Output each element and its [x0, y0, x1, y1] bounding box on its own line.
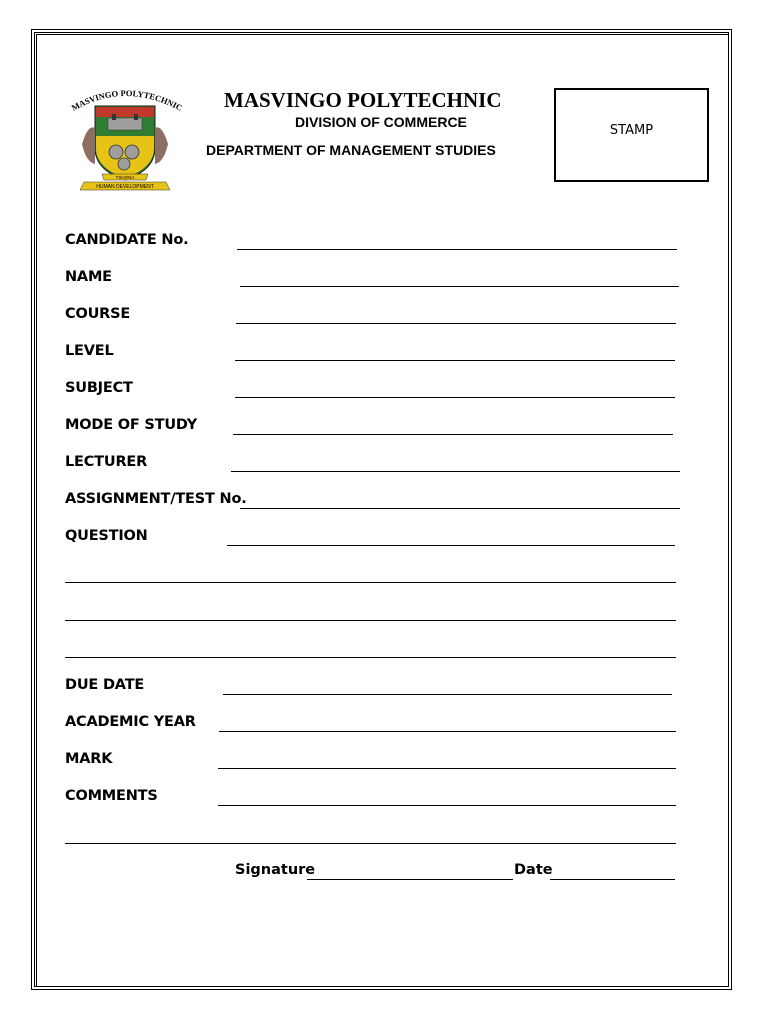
subject-line[interactable]: [235, 397, 675, 398]
date-label: Date: [514, 862, 553, 878]
candidate-no-line[interactable]: [237, 249, 677, 250]
course-label: COURSE: [65, 306, 131, 322]
crest-top-text: MASVINGO POLYTECHNIC: [69, 87, 185, 113]
lecturer-label: LECTURER: [65, 454, 148, 470]
signature-label: Signature: [235, 862, 316, 878]
comments-line[interactable]: [218, 805, 676, 806]
department-name: DEPARTMENT OF MANAGEMENT STUDIES: [206, 142, 496, 158]
institution-name: MASVINGO POLYTECHNIC: [224, 88, 502, 112]
due-date-line[interactable]: [223, 694, 672, 695]
comments-label: COMMENTS: [65, 788, 158, 804]
date-line[interactable]: [550, 879, 675, 880]
candidate-no-label: CANDIDATE No.: [65, 232, 189, 248]
level-label: LEVEL: [65, 343, 114, 359]
mark-line[interactable]: [218, 768, 676, 769]
due-date-label: DUE DATE: [65, 677, 145, 693]
subject-label: SUBJECT: [65, 380, 133, 396]
assignment-test-no-label: ASSIGNMENT/TEST No.: [65, 491, 247, 507]
comments-continuation-line[interactable]: [65, 843, 676, 844]
question-continuation-line[interactable]: [65, 582, 676, 583]
mode-of-study-line[interactable]: [233, 434, 673, 435]
stamp-label: STAMP: [609, 122, 654, 138]
academic-year-label: ACADEMIC YEAR: [65, 714, 196, 730]
mode-of-study-label: MODE OF STUDY: [65, 417, 198, 433]
division-name: DIVISION OF COMMERCE: [295, 114, 467, 130]
course-line[interactable]: [236, 323, 676, 324]
lecturer-line[interactable]: [231, 471, 680, 472]
question-continuation-line[interactable]: [65, 620, 676, 621]
stamp-box: [554, 88, 709, 182]
crest-bottom-text: HUMAN DEVELOPMENT: [96, 184, 154, 190]
signature-line[interactable]: [307, 879, 513, 880]
crest-ribbon-text: TSHONA: [115, 175, 135, 180]
question-continuation-line[interactable]: [65, 657, 676, 658]
name-label: NAME: [65, 269, 112, 285]
academic-year-line[interactable]: [219, 731, 676, 732]
assignment-test-no-line[interactable]: [240, 508, 680, 509]
mark-label: MARK: [65, 751, 113, 767]
question-line[interactable]: [227, 545, 675, 546]
level-line[interactable]: [235, 360, 675, 361]
question-label: QUESTION: [65, 528, 148, 544]
polytechnic-crest-logo: [62, 84, 188, 194]
name-line[interactable]: [240, 286, 679, 287]
